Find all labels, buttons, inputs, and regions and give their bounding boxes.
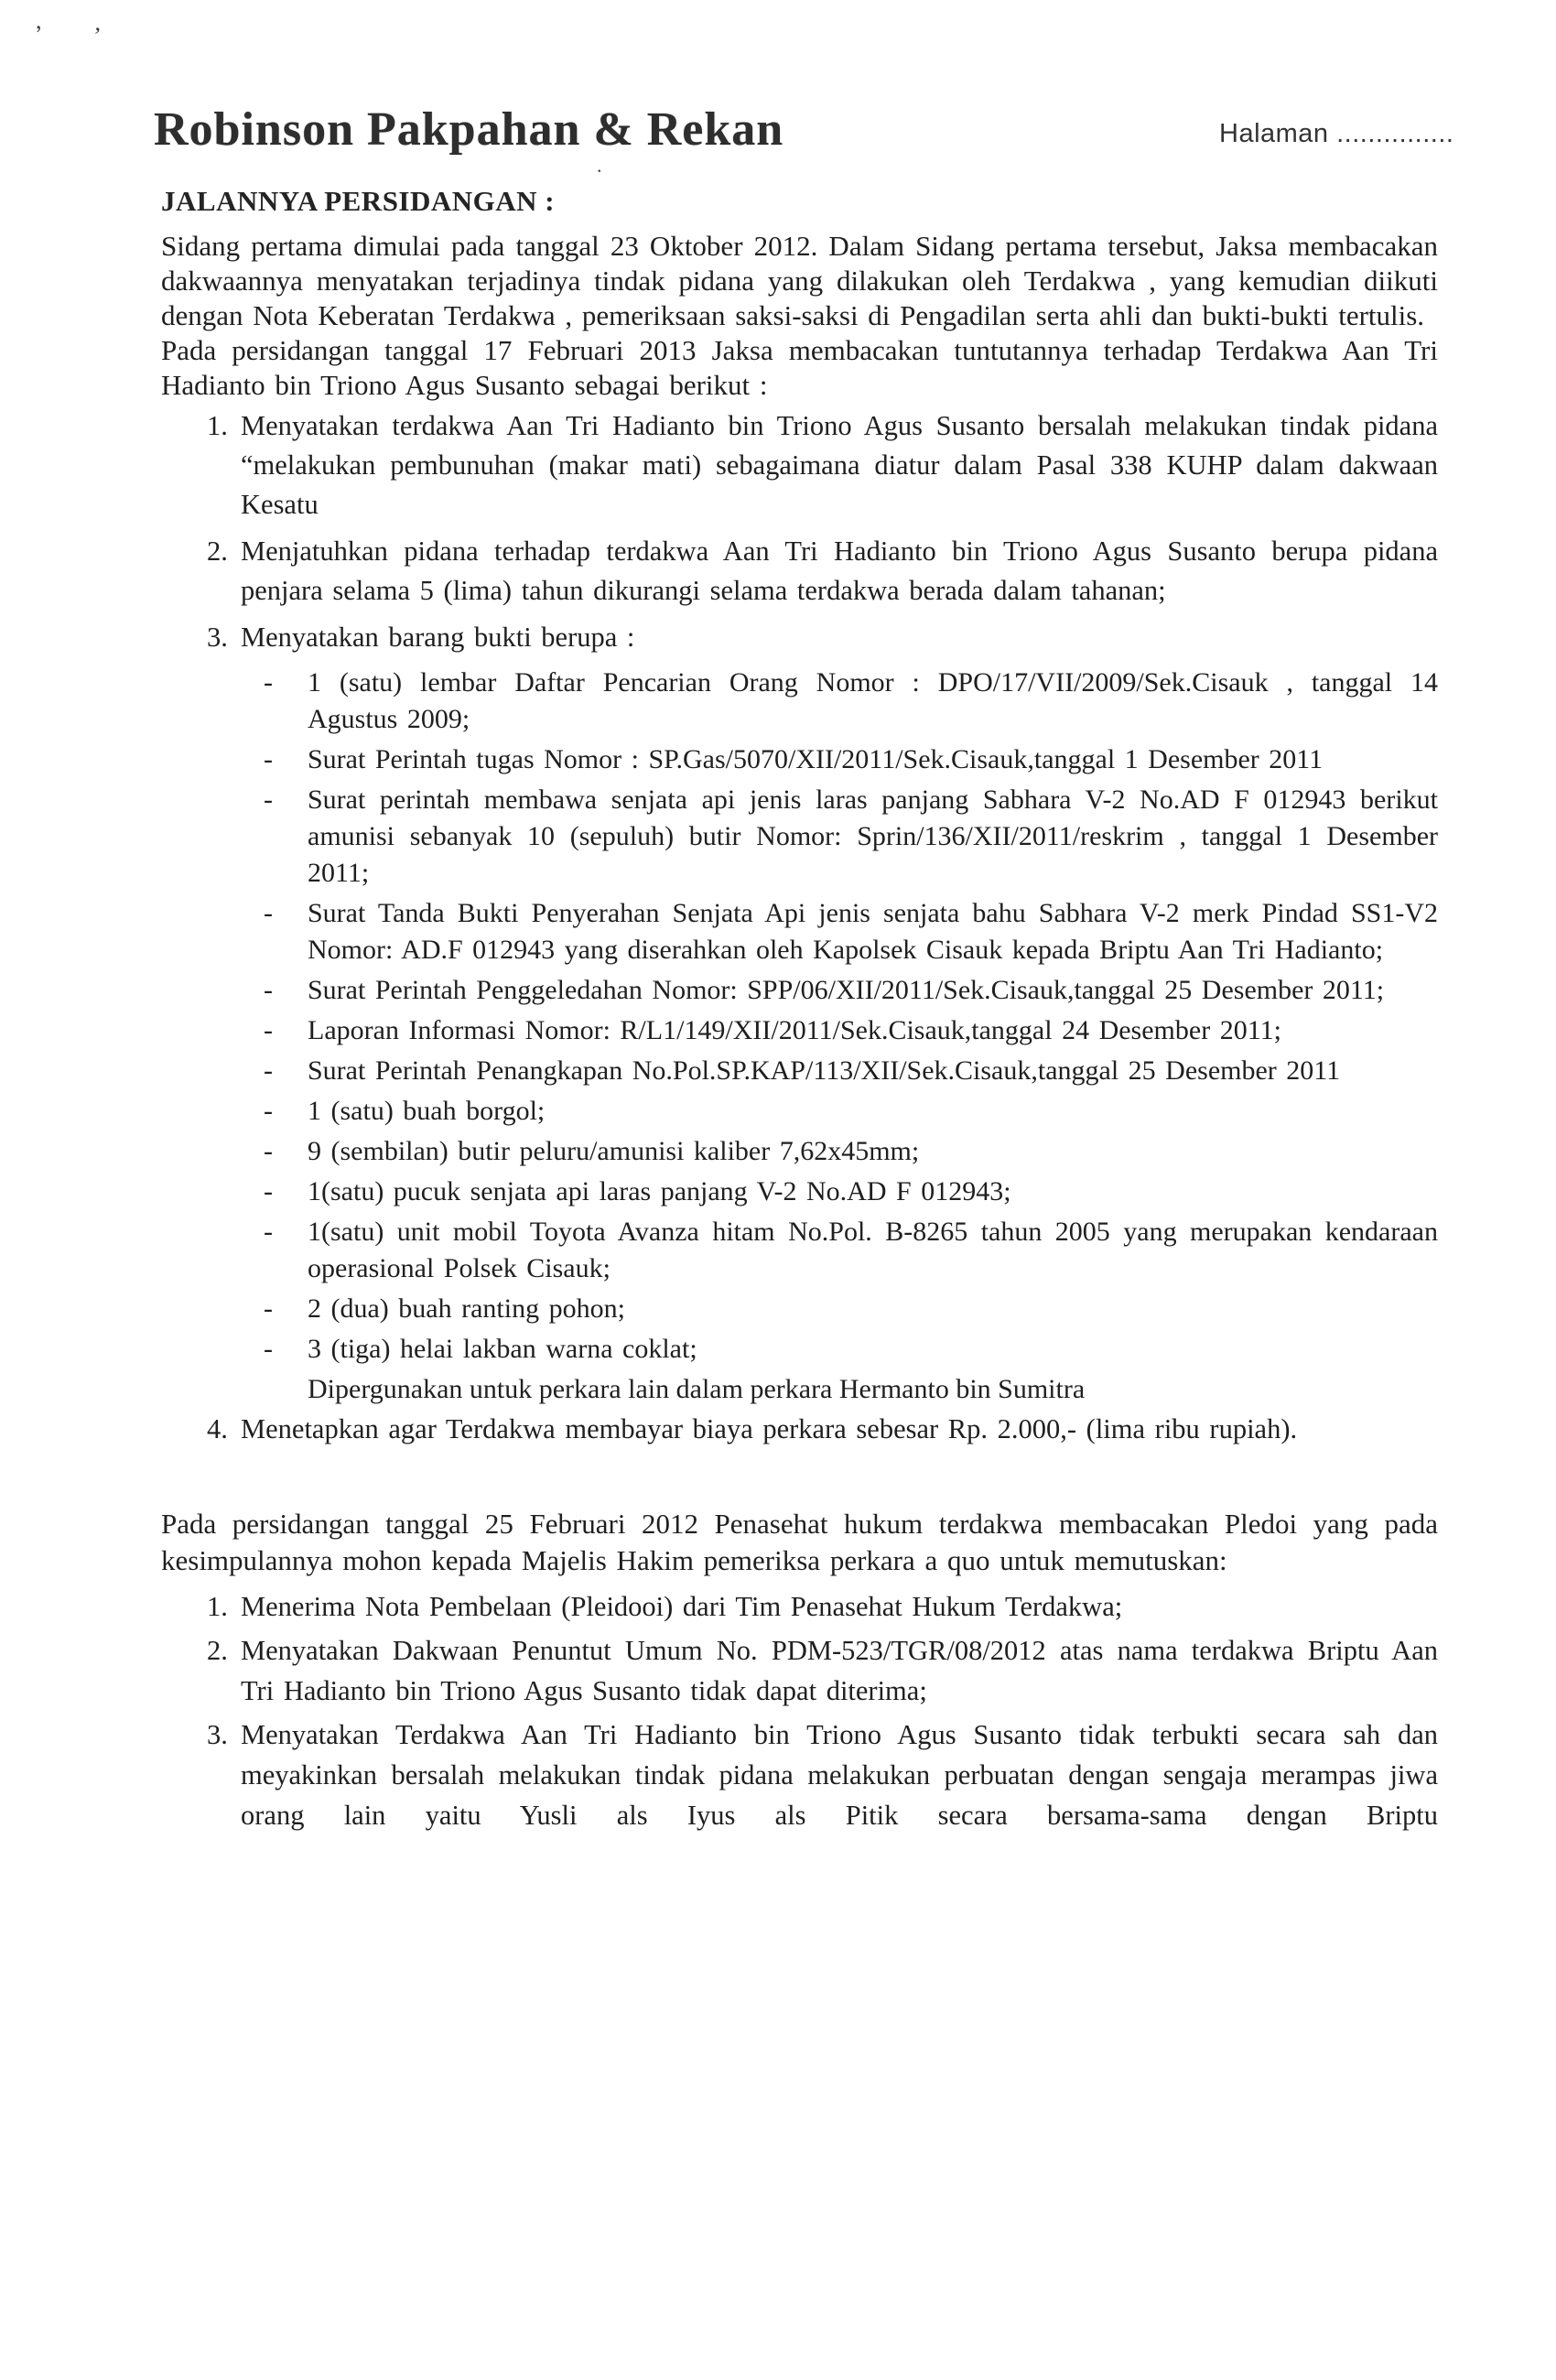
paragraph-tuntutan-intro: Pada persidangan tanggal 17 Februari 2013 Jaksa membacakan tuntutannya terhadap Terdakwa Aan Tri Hadianto bin Triono Agus Susanto sebagai berikut : [161, 334, 1438, 401]
evidence-item [161, 1174, 1438, 1210]
evidence-item [161, 741, 1438, 778]
evidence-item [161, 1291, 1438, 1327]
dash-bullet: - [264, 744, 273, 774]
scan-speck [597, 154, 602, 178]
dash-bullet: - [264, 1293, 273, 1324]
dash-bullet: - [264, 784, 273, 815]
evidence-item [161, 972, 1438, 1009]
dash-bullet: - [264, 1096, 273, 1126]
list-item-number: 3. [207, 622, 228, 653]
evidence-item-text: 1(satu) unit mobil Toyota Avanza hitam No.Pol. B-8265 tahun 2005 yang merupakan kendaraan operasional Polsek Cisauk; [308, 1217, 1438, 1283]
list-item-number: 2. [207, 1635, 228, 1666]
list-item-text: Menyatakan terdakwa Aan Tri Hadianto bin Triono Agus Susanto bersalah melakukan tindak pidana “melakukan pembunuhan (makar mati) sebagaimana diatur dalam Pasal 338 KUHP dalam dakwaan Kesatu [241, 410, 1438, 520]
scan-speck [94, 9, 103, 37]
list-item [161, 1715, 1438, 1835]
list-item [161, 618, 1438, 657]
evidence-item [161, 895, 1438, 968]
evidence-item [161, 1133, 1438, 1170]
dash-bullet: - [264, 1217, 273, 1247]
page-number-label: Halaman ............... [1219, 119, 1454, 148]
list-item-text: Menerima Nota Pembelaan (Pleidooi) dari Tim Penasehat Hukum Terdakwa; [241, 1591, 1123, 1622]
evidence-note: Dipergunakan untuk perkara lain dalam perkara Hermanto bin Sumitra [308, 1374, 1086, 1404]
list-item-text: Menjatuhkan pidana terhadap terdakwa Aan Tri Hadianto bin Triono Agus Susanto berupa pidana penjara selama 5 (lima) tahun dikurangi selama terdakwa berada dalam tahanan; [241, 536, 1438, 606]
evidence-item-text: 1 (satu) lembar Daftar Pencarian Orang Nomor : DPO/17/VII/2009/Sek.Cisauk , tanggal 14 Agustus 2009; [308, 667, 1438, 734]
evidence-item-text: 2 (dua) buah ranting pohon; [308, 1293, 625, 1324]
dash-bullet: - [264, 975, 273, 1005]
list-item [161, 1586, 1438, 1627]
section-heading: JALANNYA PERSIDANGAN : [161, 185, 556, 217]
list-item-number: 4. [207, 1413, 228, 1444]
list-item-text: Menetapkan agar Terdakwa membayar biaya perkara sebesar Rp. 2.000,- (lima ribu rupiah). [241, 1413, 1298, 1444]
evidence-item-text: Surat perintah membawa senjata api jenis laras panjang Sabhara V-2 No.AD F 012943 berikut amunisi sebanyak 10 (sepuluh) butir Nomor: Sprin/136/XII/2011/reskrim , tanggal 1 Desember 2011; [308, 784, 1438, 888]
document-body [161, 183, 1438, 1839]
list-item-text: Menyatakan Terdakwa Aan Tri Hadianto bin Triono Agus Susanto tidak terbukti secara sah dan meyakinkan bersalah melakukan tindak pidana melakukan perbuatan dengan sengaja merampas jiwa orang lain yaitu Yusli als Iyus als Pitik secara bersama-sama dengan Briptu [241, 1719, 1438, 1831]
dash-bullet: - [264, 667, 273, 698]
evidence-item-text: 9 (sembilan) butir peluru/amunisi kaliber 7,62x45mm; [308, 1136, 920, 1166]
evidence-item [161, 1053, 1438, 1089]
list-item-number: 1. [207, 410, 228, 441]
evidence-item-text: 1 (satu) buah borgol; [308, 1096, 546, 1126]
evidence-item-text: 1(satu) pucuk senjata api laras panjang V-2 No.AD F 012943; [308, 1176, 1011, 1206]
list-item-number: 1. [207, 1591, 228, 1622]
dash-bullet: - [264, 1136, 273, 1166]
evidence-item-text: Surat Perintah Penggeledahan Nomor: SPP/06/XII/2011/Sek.Cisauk,tanggal 25 Desember 2011; [308, 975, 1385, 1005]
pledoi-list [161, 1586, 1438, 1835]
list-item-text: Menyatakan Dakwaan Penuntut Umum No. PDM-523/TGR/08/2012 atas nama terdakwa Briptu Aan Tri Hadianto bin Triono Agus Susanto tidak dapat diterima; [241, 1635, 1438, 1706]
list-item-number: 2. [207, 536, 228, 567]
tuntutan-list [161, 406, 1438, 657]
list-item-text: Menyatakan barang bukti berupa : [241, 622, 635, 653]
law-firm-logo: Robinson Pakpahan & Rekan [154, 103, 784, 156]
evidence-item [161, 1331, 1438, 1368]
evidence-item [161, 1012, 1438, 1049]
dash-bullet: - [264, 898, 273, 928]
evidence-item [161, 1214, 1438, 1287]
list-item [161, 1630, 1438, 1711]
evidence-item-text: Surat Perintah Penangkapan No.Pol.SP.KAP/113/XII/Sek.Cisauk,tanggal 25 Desember 2011 [308, 1055, 1341, 1086]
list-item [161, 532, 1438, 611]
dash-bullet: - [264, 1015, 273, 1045]
evidence-item-text: 3 (tiga) helai lakban warna coklat; [308, 1334, 697, 1364]
dash-bullet: - [264, 1055, 273, 1086]
evidence-item [161, 782, 1438, 892]
evidence-list [161, 665, 1438, 1408]
scan-speck [33, 7, 43, 36]
evidence-item-text: Surat Perintah tugas Nomor : SP.Gas/5070/XII/2011/Sek.Cisauk,tanggal 1 Desember 2011 [308, 744, 1324, 774]
dash-bullet: - [264, 1176, 273, 1206]
list-item [161, 1410, 1438, 1449]
evidence-item [161, 665, 1438, 738]
dash-bullet: - [264, 1334, 273, 1364]
paragraph-sidang-pertama: Sidang pertama dimulai pada tanggal 23 Oktober 2012. Dalam Sidang pertama tersebut, Jaksa membacakan dakwaannya menyatakan terjadinya tindak pidana yang dilakukan oleh Terdakwa , yang kemudian diikuti dengan Nota Keberatan Terdakwa , pemeriksaan saksi-saksi di Pengadilan serta ahli dan bukti-bukti tertulis. [161, 230, 1438, 331]
paragraph-pledoi-intro: Pada persidangan tanggal 25 Februari 2012 Penasehat hukum terdakwa membacakan Pledoi yang pada kesimpulannya mohon kepada Majelis Hakim pemeriksa perkara a quo untuk memutuskan: [161, 1508, 1438, 1576]
evidence-item-text: Laporan Informasi Nomor: R/L1/149/XII/2011/Sek.Cisauk,tanggal 24 Desember 2011; [308, 1015, 1281, 1045]
evidence-item [161, 1093, 1438, 1130]
list-item-number: 3. [207, 1719, 228, 1750]
list-item [161, 406, 1438, 525]
evidence-item-text: Surat Tanda Bukti Penyerahan Senjata Api jenis senjata bahu Sabhara V-2 merk Pindad SS1-V2 Nomor: AD.F 012943 yang diserahkan oleh Kapolsek Cisauk kepada Briptu Aan Tri Hadianto; [308, 898, 1438, 965]
